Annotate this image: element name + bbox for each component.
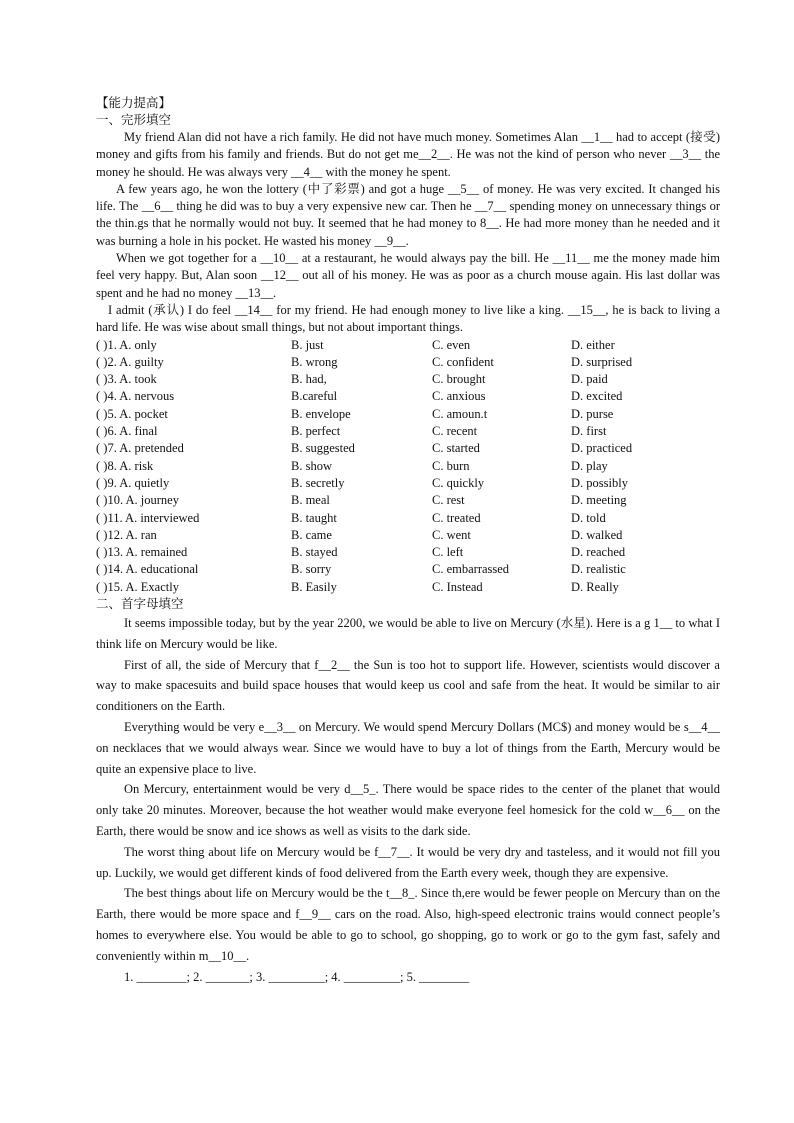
cloze-paragraph-2: A few years ago, he won the lottery (中了彩票) and got a huge __5__ of money. He was very excited. It changed his life. The __6__ thing he did was to buy a very expensive new car. Then he __7__ spending money on unnecessary things or the thin.gs that he normally would not buy. It seemed that he had money to 8__. He had more money than he needed and it was burning a hole in his pocket. He wasted his money __9__.	[96, 181, 720, 248]
cloze-paragraph-3: When we got together for a __10__ at a restaurant, he would always pay the bill. He __11__ me the money made him feel very happy. But, Alan soon __12__ out all of his money. He was as poor as a church mouse again. His last dollar was spent and he had no money __13__.	[96, 251, 720, 300]
option-c[interactable]: C. started	[432, 441, 480, 456]
option-d[interactable]: D. Really	[571, 579, 619, 594]
option-c[interactable]: C. quickly	[432, 475, 485, 490]
option-a[interactable]: ( )7. A. pretended	[96, 441, 184, 456]
option-d[interactable]: D. realistic	[571, 562, 626, 577]
option-row-11	[96, 510, 720, 527]
mercury-paragraph-6: The best things about life on Mercury would be the t__8_. Since th,ere would be fewer people on Mercury than on the Earth, there would be more space and f__9__ cars on the road. Also, high-speed electronic trains would connect people’s homes to everywhere else. You would be able to go to school, go shopping, go to work or go to the gym fast, safely and conveniently within m__10__.	[96, 886, 720, 963]
option-b[interactable]: B. wrong	[291, 354, 338, 369]
worksheet-page	[96, 95, 720, 987]
option-row-3	[96, 371, 720, 388]
cloze-options-list	[96, 337, 720, 596]
option-row-5	[96, 406, 720, 423]
option-a[interactable]: ( )4. A. nervous	[96, 389, 175, 404]
option-row-4	[96, 388, 720, 405]
option-a[interactable]: ( )1. A. only	[96, 337, 157, 352]
option-b[interactable]: B. taught	[291, 510, 337, 525]
option-b[interactable]: B. just	[291, 337, 324, 352]
option-d[interactable]: D. excited	[571, 389, 623, 404]
option-row-12	[96, 527, 720, 544]
option-c[interactable]: C. brought	[432, 372, 486, 387]
option-c[interactable]: C. confident	[432, 354, 494, 369]
option-b[interactable]: B. meal	[291, 493, 330, 508]
option-c[interactable]: C. treated	[432, 510, 481, 525]
mercury-paragraph-5: The worst thing about life on Mercury would be f__7__. It would be very dry and tasteless, and it would not fill you up. Luckily, we would get different kinds of food delivered from the Earth every week, though they are expensive.	[96, 844, 720, 880]
option-a[interactable]: ( )15. A. Exactly	[96, 579, 179, 594]
option-a[interactable]: ( )11. A. interviewed	[96, 510, 200, 525]
option-a[interactable]: ( )9. A. quietly	[96, 475, 170, 490]
option-d[interactable]: D. walked	[571, 527, 623, 542]
option-c[interactable]: C. embarrassed	[432, 562, 510, 577]
option-b[interactable]: B. Easily	[291, 579, 337, 594]
option-b[interactable]: B. had,	[291, 372, 327, 387]
option-row-15	[96, 579, 720, 596]
option-row-14	[96, 561, 720, 578]
option-c[interactable]: C. recent	[432, 424, 478, 439]
option-d[interactable]: D. purse	[571, 406, 614, 421]
option-a[interactable]: ( )2. A. guilty	[96, 354, 164, 369]
option-c[interactable]: C. amoun.t	[432, 406, 488, 421]
option-b[interactable]: B.careful	[291, 389, 338, 404]
answer-blanks[interactable]: 1. ________; 2. _______; 3. _________; 4. _________; 5. ________	[124, 969, 470, 984]
option-b[interactable]: B. sorry	[291, 562, 332, 577]
option-row-2	[96, 354, 720, 371]
option-a[interactable]: ( )13. A. remained	[96, 545, 188, 560]
option-b[interactable]: B. came	[291, 527, 332, 542]
option-c[interactable]: C. rest	[432, 493, 465, 508]
cloze-paragraph-4: I admit (承认) I do feel __14__ for my friend. He had enough money to live like a king. __15__, he is back to living a hard life. He was wise about small things, but not about important things.	[96, 302, 720, 335]
option-row-9	[96, 475, 720, 492]
option-c[interactable]: C. even	[432, 337, 471, 352]
option-d[interactable]: D. meeting	[571, 493, 627, 508]
option-a[interactable]: ( )12. A. ran	[96, 527, 157, 542]
mercury-paragraph-1: It seems impossible today, but by the year 2200, we would be able to live on Mercury (水星). Here is a g 1__ to what I think life on Mercury would be like.	[96, 616, 720, 651]
option-a[interactable]: ( )8. A. risk	[96, 458, 154, 473]
mercury-paragraph-4: On Mercury, entertainment would be very d__5_. There would be space rides to the center of the planet that would only take 20 minutes. Moreover, because the hot weather would make everyone feel homesick for the cold w__6__ on the Earth, there would be snow and ice shows as well as visits to the dark side.	[96, 782, 720, 838]
option-b[interactable]: B. secretly	[291, 475, 345, 490]
option-c[interactable]: C. left	[432, 545, 464, 560]
mercury-paragraph-2: First of all, the side of Mercury that f__2__ the Sun is too hot to support life. However, scientists would discover a way to make spacesuits and build space houses that would keep us cool and safe from the heat. It would be similar to air conditioners on the Earth.	[96, 657, 720, 714]
option-b[interactable]: B. show	[291, 458, 332, 473]
option-d[interactable]: D. surprised	[571, 354, 633, 369]
option-row-10	[96, 492, 720, 509]
cloze-paragraph-1: My friend Alan did not have a rich family. He did not have much money. Sometimes Alan __1__ had to accept (接受) money and gifts from his family and friends. But do not get me__2__. He was not the kind of person who never __3__ the money he should. He was always very __4__ with the money he spent.	[96, 130, 720, 179]
option-d[interactable]: D. paid	[571, 372, 608, 387]
option-a[interactable]: ( )10. A. journey	[96, 493, 179, 508]
cloze-heading: 一、完形填空	[96, 113, 172, 127]
option-b[interactable]: B. envelope	[291, 406, 351, 421]
option-d[interactable]: D. told	[571, 510, 606, 525]
mercury-paragraph-3: Everything would be very e__3__ on Mercury. We would spend Mercury Dollars (MC$) and money would be s__4__ on necklaces that we would always wear. Since we would have to buy a lot of things from the Earth, Mercury would be quite an expensive place to live.	[96, 720, 720, 776]
option-row-7	[96, 440, 720, 457]
section-title: 【能力提高】	[96, 96, 172, 110]
option-c[interactable]: C. Instead	[432, 579, 483, 594]
option-row-13	[96, 544, 720, 561]
initial-letter-heading: 二、首字母填空	[96, 597, 184, 612]
option-c[interactable]: C. went	[432, 527, 471, 542]
option-d[interactable]: D. play	[571, 458, 608, 473]
option-row-6	[96, 423, 720, 440]
option-d[interactable]: D. either	[571, 337, 615, 352]
option-a[interactable]: ( )5. A. pocket	[96, 406, 168, 421]
option-b[interactable]: B. suggested	[291, 441, 355, 456]
option-a[interactable]: ( )3. A. took	[96, 372, 157, 387]
option-b[interactable]: B. stayed	[291, 545, 338, 560]
option-b[interactable]: B. perfect	[291, 424, 341, 439]
option-d[interactable]: D. reached	[571, 545, 626, 560]
option-d[interactable]: D. practiced	[571, 441, 633, 456]
option-c[interactable]: C. burn	[432, 458, 470, 473]
option-d[interactable]: D. first	[571, 424, 607, 439]
option-a[interactable]: ( )6. A. final	[96, 424, 158, 439]
option-d[interactable]: D. possibly	[571, 475, 628, 490]
option-c[interactable]: C. anxious	[432, 389, 486, 404]
option-row-1	[96, 337, 720, 354]
option-row-8	[96, 458, 720, 475]
option-a[interactable]: ( )14. A. educational	[96, 562, 199, 577]
